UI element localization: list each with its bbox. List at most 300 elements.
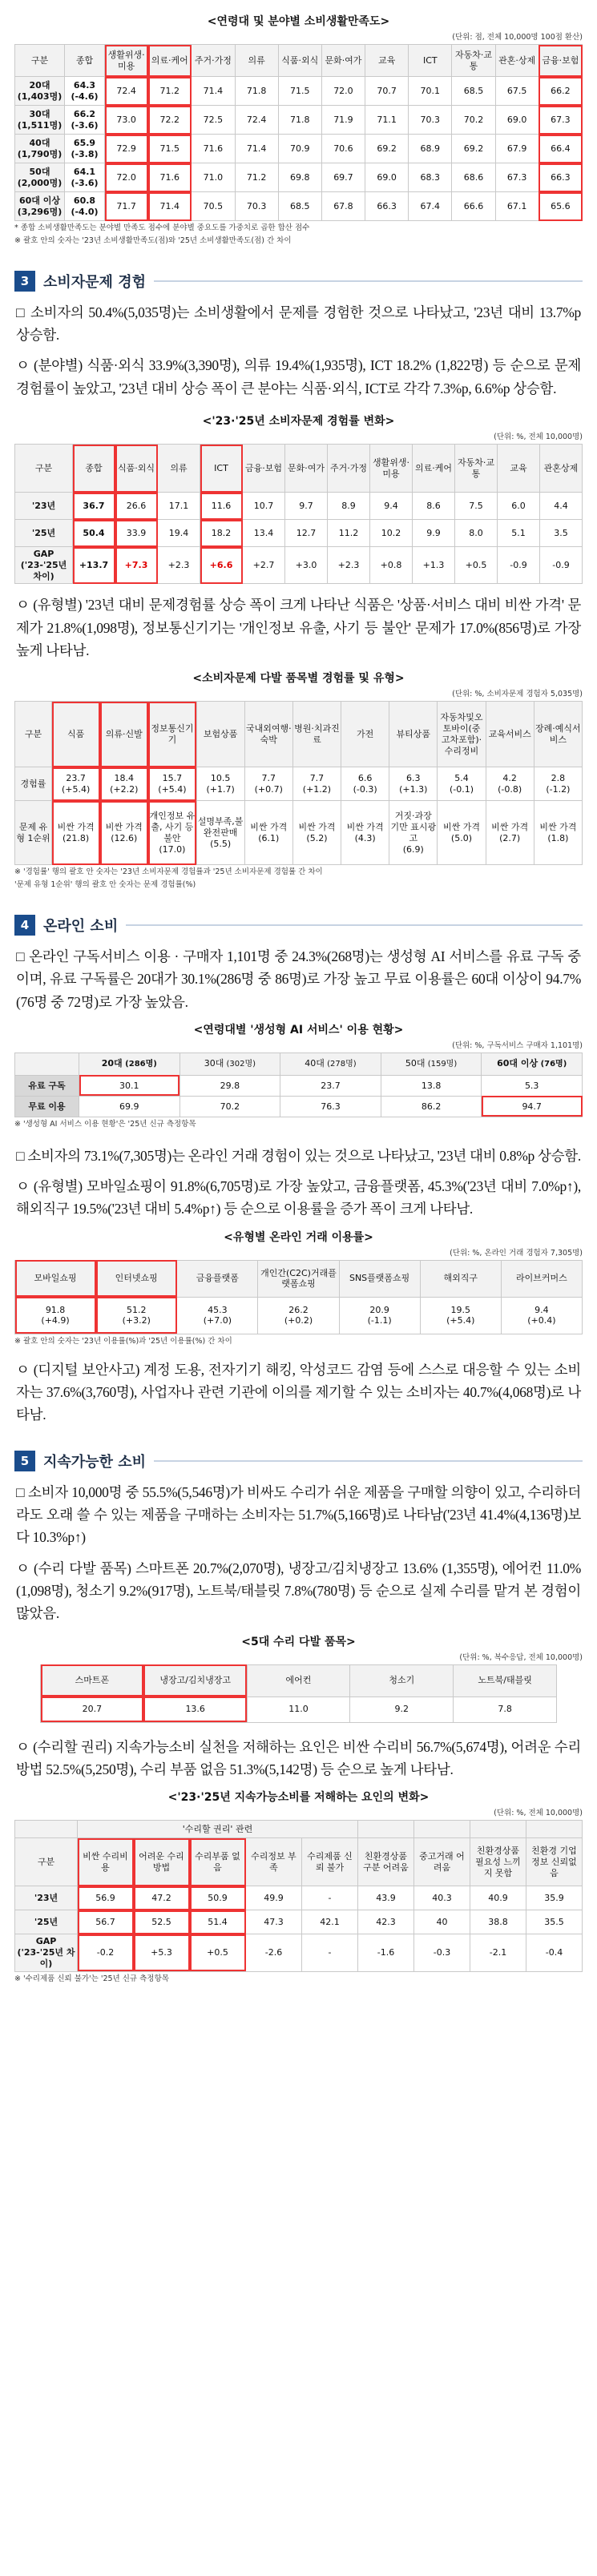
value-cell: 8.9 <box>328 493 370 520</box>
column-header: 60대 이상 (76명) <box>482 1053 583 1075</box>
divider <box>126 924 583 926</box>
value-cell: +2.7 <box>243 547 285 584</box>
column-header: 인터넷쇼핑 <box>96 1260 177 1297</box>
value-cell: 12.7 <box>285 520 328 547</box>
value-cell: 33.9 <box>115 520 158 547</box>
section-header <box>14 1449 583 1473</box>
column-header: 국내외여행·숙박 <box>244 702 292 767</box>
value-cell: +2.3 <box>158 547 200 584</box>
value-cell: 71.6 <box>192 135 235 163</box>
value-cell: 비싼 가격 (12.6) <box>100 801 148 865</box>
paragraph: □ 소비자의 50.4%(5,035명)는 소비생활에서 문제를 경험한 것으로 나타났고, '23년 대비 13.7%p 상승함. <box>16 304 581 343</box>
value-cell: 68.3 <box>409 163 452 192</box>
value-cell: 23.7 <box>280 1075 381 1096</box>
value-cell: 69.2 <box>365 135 409 163</box>
paragraph: ㅇ (디지털 보안사고) 계정 도용, 전자기기 해킹, 악성코드 감염 등에 스스로 대응할 수 있는 소비자는 37.6%(3,760명), 사업자나 관련 기관에 이의를 제기할 수 있는 소비자는 40.7%(4,068명)로 나타남. <box>16 1361 581 1423</box>
th: 문화·여가 <box>321 45 365 77</box>
column-header: 정보통신기기 <box>148 702 196 767</box>
row-label: 경험률 <box>15 767 52 801</box>
value-cell: 71.5 <box>278 77 321 106</box>
value-cell: 4.4 <box>540 493 583 520</box>
value-cell: -0.3 <box>414 1934 470 1971</box>
table7-unit: (단위: %, 전체 10,000명) <box>494 1809 583 1818</box>
column-header: 식품·외식 <box>115 445 158 493</box>
value-cell: 9.4 <box>370 493 413 520</box>
column-header: 50대 (159명) <box>381 1053 482 1075</box>
total-cell: 65.9 (-3.8) <box>65 135 105 163</box>
row-label: 30대 (1,511명) <box>15 106 65 135</box>
value-cell: 9.2 <box>350 1697 454 1722</box>
value-cell: 67.3 <box>495 163 539 192</box>
column-header: 주거·가정 <box>328 445 370 493</box>
value-cell: 66.6 <box>452 192 495 221</box>
value-cell: 70.5 <box>192 192 235 221</box>
value-cell: 68.5 <box>278 192 321 221</box>
table4-note: ※ '생성형 AI 서비스 이용 현황'은 '25년 신규 측정항목 <box>14 1119 196 1129</box>
header-spacer <box>470 1821 526 1838</box>
value-cell: 23.7 (+5.4) <box>52 767 100 801</box>
column-header: 수리제품 신뢰 불가 <box>302 1838 358 1886</box>
table6-title: <5대 수리 다발 품목> <box>241 1635 356 1648</box>
th: 의류 <box>235 45 278 77</box>
row-label: '23년 <box>15 1886 78 1910</box>
value-cell: 7.5 <box>455 493 498 520</box>
column-header: 자동차·교통 <box>455 445 498 493</box>
divider <box>154 280 583 282</box>
value-cell: -0.4 <box>526 1934 583 1971</box>
th: 금융·보험 <box>539 45 582 77</box>
value-cell: 72.0 <box>105 163 148 192</box>
th: ICT <box>409 45 452 77</box>
value-cell: 38.8 <box>470 1910 526 1934</box>
table7-note: ※ '수리제품 신뢰 불가'는 '25년 신규 측정항목 <box>14 1974 169 1983</box>
column-header: 40대 (278명) <box>280 1053 381 1075</box>
value-cell: 42.1 <box>302 1910 358 1934</box>
value-cell: 47.3 <box>246 1910 302 1934</box>
value-cell: 70.2 <box>180 1096 280 1117</box>
value-cell: 15.7 (+5.4) <box>148 767 196 801</box>
value-cell: 69.0 <box>365 163 409 192</box>
value-cell: 73.0 <box>105 106 148 135</box>
value-cell: 72.5 <box>192 106 235 135</box>
value-cell: -2.1 <box>470 1934 526 1971</box>
value-cell: 67.4 <box>409 192 452 221</box>
th: 교육 <box>365 45 409 77</box>
table-row <box>15 163 583 192</box>
column-header: 식품 <box>52 702 100 767</box>
group-header: '수리할 권리' 관련 <box>78 1821 358 1838</box>
column-header: 장례·예식서비스 <box>534 702 582 767</box>
value-cell: 86.2 <box>381 1096 482 1117</box>
value-cell: 비싼 가격 (5.0) <box>438 801 486 865</box>
total-cell: 66.2 (-3.6) <box>65 106 105 135</box>
value-cell: -0.2 <box>78 1934 134 1971</box>
value-cell: 50.4 <box>73 520 115 547</box>
value-cell: 70.6 <box>321 135 365 163</box>
value-cell: 2.8 (-1.2) <box>534 767 582 801</box>
value-cell: 비싼 가격 (5.2) <box>292 801 341 865</box>
value-cell: 6.3 (+1.3) <box>389 767 438 801</box>
total-cell: 60.8 (-4.0) <box>65 192 105 221</box>
value-cell: - <box>302 1886 358 1910</box>
divider <box>154 1460 583 1462</box>
value-cell: -0.9 <box>540 547 583 584</box>
value-cell: 69.7 <box>321 163 365 192</box>
value-cell: 19.4 <box>158 520 200 547</box>
column-header: 구분 <box>15 1838 78 1886</box>
row-label: 유료 구독 <box>15 1075 79 1096</box>
table5-title: <유형별 온라인 거래 이용률> <box>224 1230 373 1244</box>
value-cell: 10.5 (+1.7) <box>196 767 244 801</box>
value-cell: 67.1 <box>495 192 539 221</box>
section-title: 소비자문제 경험 <box>43 273 146 291</box>
value-cell: 10.2 <box>370 520 413 547</box>
value-cell: 66.2 <box>539 77 582 106</box>
column-header: 냉장고/김치냉장고 <box>143 1664 247 1697</box>
value-cell: 9.7 <box>285 493 328 520</box>
value-cell: 35.9 <box>526 1886 583 1910</box>
problem-experience-table <box>14 444 583 584</box>
value-cell: 5.4 (-0.1) <box>438 767 486 801</box>
value-cell: 26.6 <box>115 493 158 520</box>
value-cell: 18.2 <box>200 520 243 547</box>
value-cell: 5.3 <box>482 1075 583 1096</box>
value-cell: 69.8 <box>278 163 321 192</box>
value-cell: 72.0 <box>321 77 365 106</box>
paragraph: □ 소비자의 73.1%(7,305명)는 온라인 거래 경험이 있는 것으로 나타났고, '23년 대비 0.8%p 상승함. <box>16 1147 581 1164</box>
column-header: 의류 <box>158 445 200 493</box>
value-cell: 71.6 <box>148 163 192 192</box>
value-cell: 67.3 <box>539 106 582 135</box>
value-cell: +5.3 <box>134 1934 190 1971</box>
column-header: 보험상품 <box>196 702 244 767</box>
row-label: '25년 <box>15 520 73 547</box>
value-cell: 비싼 가격 (6.1) <box>244 801 292 865</box>
row-label: 40대 (1,790명) <box>15 135 65 163</box>
value-cell: 6.6 (-0.3) <box>341 767 389 801</box>
value-cell: - <box>302 1934 358 1971</box>
value-cell: +0.5 <box>455 547 498 584</box>
table7-title: <'23·'25년 지속가능소비를 저해하는 요인의 변화> <box>167 1791 430 1805</box>
value-cell: 40 <box>414 1910 470 1934</box>
column-header: 문화·여가 <box>285 445 328 493</box>
column-header: 가전 <box>341 702 389 767</box>
row-label: 20대 (1,403명) <box>15 77 65 106</box>
section-header <box>14 913 583 937</box>
value-cell: 71.5 <box>148 135 192 163</box>
section-number: 5 <box>14 1451 35 1471</box>
value-cell: 51.4 <box>190 1910 246 1934</box>
ai-service-table <box>14 1053 583 1117</box>
column-count: (76명) <box>538 1060 567 1069</box>
value-cell: +0.8 <box>370 547 413 584</box>
value-cell: 67.8 <box>321 192 365 221</box>
value-cell: 13.4 <box>243 520 285 547</box>
paragraph: ㅇ (분야별) 식품·외식 33.9%(3,390명), 의류 19.4%(1,935명), ICT 18.2% (1,822명) 등 순으로 문제 경험률이 높았고, '23년 대비 상승 폭이 큰 분야는 식품·외식, ICT로 각각 7.3%p, 6.6%p 상승함. <box>16 357 581 396</box>
value-cell: 49.9 <box>246 1886 302 1910</box>
column-header: 교육서비스 <box>486 702 534 767</box>
value-cell: 설명부족,불완전판매 (5.5) <box>196 801 244 865</box>
satisfaction-table <box>14 44 583 221</box>
value-cell: 47.2 <box>134 1886 190 1910</box>
section-header <box>14 269 583 293</box>
column-header <box>15 1053 79 1075</box>
paragraph: □ 온라인 구독서비스 이용 · 구매자 1,101명 중 24.3%(268명)는 생성형 AI 서비스를 유료 구독 중이며, 유료 구독률은 20대가 30.1%(286명 중 86명)로 가장 높고 무료 이용률은 60대 이상이 94.7%(76명 중 72명)로 가장 높았음. <box>16 948 581 1010</box>
value-cell: 71.4 <box>192 77 235 106</box>
value-cell: 4.2 (-0.8) <box>486 767 534 801</box>
value-cell: 70.3 <box>409 106 452 135</box>
value-cell: 5.1 <box>498 520 540 547</box>
table5-note: ※ 괄호 안의 숫자는 '23년 이용률(%)과 '25년 이용률(%) 간 차이 <box>14 1336 232 1346</box>
column-header: 중고거래 어려움 <box>414 1838 470 1886</box>
value-cell: 18.4 (+2.2) <box>100 767 148 801</box>
th: 관혼·상제 <box>495 45 539 77</box>
column-header: 교육 <box>498 445 540 493</box>
value-cell: +0.5 <box>190 1934 246 1971</box>
column-header: 에어컨 <box>247 1664 350 1697</box>
table3-unit: (단위: %, 소비자문제 경험자 5,035명) <box>452 690 583 699</box>
value-cell: 40.3 <box>414 1886 470 1910</box>
column-count: (159명) <box>425 1060 458 1069</box>
section-title: 지속가능한 소비 <box>43 1453 146 1471</box>
value-cell: 68.5 <box>452 77 495 106</box>
value-cell: 91.8 (+4.9) <box>15 1297 96 1334</box>
value-cell: 69.2 <box>452 135 495 163</box>
value-cell: 68.6 <box>452 163 495 192</box>
value-cell: 개인정보 유출, 사기 등 불안 (17.0) <box>148 801 196 865</box>
table1-note2: ※ 괄호 안의 숫자는 '23년 소비생활만족도(점)와 '25년 소비생활만족도(점) 간 차이 <box>14 235 292 245</box>
value-cell: 11.0 <box>247 1697 350 1722</box>
value-cell: 70.1 <box>409 77 452 106</box>
table-row <box>15 77 583 106</box>
table2-title: <'23·'25년 소비자문제 경험률 변화> <box>202 415 395 428</box>
column-header: 친환경상품 구분 어려움 <box>358 1838 414 1886</box>
column-header: 구분 <box>15 702 52 767</box>
table-row <box>15 1910 583 1934</box>
row-label: '25년 <box>15 1910 78 1934</box>
total-cell: 64.1 (-3.6) <box>65 163 105 192</box>
column-header: 생활위생·미용 <box>370 445 413 493</box>
value-cell: 71.2 <box>148 77 192 106</box>
value-cell: 71.7 <box>105 192 148 221</box>
column-header: 병원·치과진료 <box>292 702 341 767</box>
value-cell: 17.1 <box>158 493 200 520</box>
table-row <box>15 1934 583 1971</box>
section-title: 온라인 소비 <box>43 917 119 935</box>
column-header: 모바일쇼핑 <box>15 1260 96 1297</box>
value-cell: -1.6 <box>358 1934 414 1971</box>
value-cell: 70.2 <box>452 106 495 135</box>
column-header: 구분 <box>15 445 73 493</box>
paragraph: □ 소비자 10,000명 중 55.5%(5,546명)가 비싸도 수리가 쉬운 제품을 구매할 의향이 있고, 수리하더라도 오래 쓸 수 있는 제품을 구매하는 소비자는 51.7%(5,166명)로 나타남('23년 41.4%(4,136명)보다 10.3%p↑) <box>16 1483 581 1546</box>
column-header: 금융플랫폼 <box>177 1260 258 1297</box>
value-cell: 11.2 <box>328 520 370 547</box>
row-label: '23년 <box>15 493 73 520</box>
paragraph: ㅇ (유형별) '23년 대비 문제경험률 상승 폭이 크게 나타난 식품은 '상품·서비스 대비 비싼 가격' 문제가 21.8%(1,098명), 정보통신기기는 '개인정보 유출, 사기 등 불안' 문제가 17.0%(856명)로 가장 높게 나타남. <box>16 597 581 658</box>
table-row <box>15 520 583 547</box>
column-header: 친환경 기업 정보 신뢰없음 <box>526 1838 583 1886</box>
value-cell: 42.3 <box>358 1910 414 1934</box>
value-cell: 3.5 <box>540 520 583 547</box>
value-cell: 비싼 가격 (4.3) <box>341 801 389 865</box>
row-label: 무료 이용 <box>15 1096 79 1117</box>
th: 의료·케어 <box>148 45 192 77</box>
table4-unit: (단위: %, 구독서비스 구매자 1,101명) <box>452 1040 583 1050</box>
column-count: (278명) <box>324 1060 357 1069</box>
problem-items-table <box>14 701 583 865</box>
column-header: 라이브커머스 <box>501 1260 582 1297</box>
value-cell: 67.5 <box>495 77 539 106</box>
value-cell: 비싼 가격 (2.7) <box>486 801 534 865</box>
value-cell: 71.8 <box>235 77 278 106</box>
header-spacer <box>15 1821 78 1838</box>
value-cell: 8.0 <box>455 520 498 547</box>
value-cell: 72.4 <box>105 77 148 106</box>
value-cell: 94.7 <box>482 1096 583 1117</box>
value-cell: 67.9 <box>495 135 539 163</box>
value-cell: +6.6 <box>200 547 243 584</box>
value-cell: +7.3 <box>115 547 158 584</box>
value-cell: 19.5 (+5.4) <box>420 1297 501 1334</box>
column-header: 의류·신발 <box>100 702 148 767</box>
value-cell: -0.9 <box>498 547 540 584</box>
row-label: 문제 유형 1순위 <box>15 801 52 865</box>
value-cell: 35.5 <box>526 1910 583 1934</box>
value-cell: 10.7 <box>243 493 285 520</box>
value-cell: 69.0 <box>495 106 539 135</box>
column-header: 노트북/태블릿 <box>454 1664 557 1697</box>
row-label: GAP ('23-'25년 차이) <box>15 1934 78 1971</box>
table-row <box>15 493 583 520</box>
table2-unit: (단위: %, 전체 10,000명) <box>494 433 583 441</box>
value-cell: 9.4 (+0.4) <box>501 1297 582 1334</box>
value-cell: 26.2 (+0.2) <box>258 1297 339 1334</box>
paragraph: ㅇ (수리 다발 품목) 스마트폰 20.7%(2,070명), 냉장고/김치냉장고 13.6% (1,355명), 에어컨 11.0%(1,098명), 청소기 9.2%(917명), 노트북/태블릿 7.8%(780명) 등 순으로 실제 수리를 맡겨 본 경험이 많았음. <box>16 1560 581 1622</box>
value-cell: 7.7 (+1.2) <box>292 767 341 801</box>
value-cell: 11.6 <box>200 493 243 520</box>
column-count: (286명) <box>122 1060 157 1069</box>
table-row <box>15 547 583 584</box>
value-cell: 7.8 <box>454 1697 557 1722</box>
value-cell: +13.7 <box>73 547 115 584</box>
value-cell: 56.9 <box>78 1886 134 1910</box>
table-row <box>15 1886 583 1910</box>
table5-unit: (단위: %, 온라인 거래 경험자 7,305명) <box>450 1248 583 1258</box>
column-header: 해외직구 <box>420 1260 501 1297</box>
value-cell: 45.3 (+7.0) <box>177 1297 258 1334</box>
value-cell: 70.9 <box>278 135 321 163</box>
table1-unit: (단위: 점, 전체 10,000명 100점 환산) <box>452 33 583 42</box>
value-cell: +3.0 <box>285 547 328 584</box>
table6-unit: (단위: %, 복수응답, 전체 10,000명) <box>459 1652 583 1662</box>
column-header: 의료·케어 <box>413 445 455 493</box>
column-header: 종합 <box>73 445 115 493</box>
value-cell: 71.1 <box>365 106 409 135</box>
column-header: 자동차및오토바이(중고차포함)·수리정비 <box>438 702 486 767</box>
th: 자동차·교통 <box>452 45 495 77</box>
row-label: 60대 이상 (3,296명) <box>15 192 65 221</box>
value-cell: 거짓·과장 기만 표시광고 (6.9) <box>389 801 438 865</box>
value-cell: 68.9 <box>409 135 452 163</box>
value-cell: 70.7 <box>365 77 409 106</box>
column-header: 비싼 수리비용 <box>78 1838 134 1886</box>
section-number: 4 <box>14 915 35 936</box>
th: 주거·가정 <box>192 45 235 77</box>
online-usage-table <box>14 1260 583 1334</box>
value-cell: 36.7 <box>73 493 115 520</box>
table-row <box>15 192 583 221</box>
table-row <box>15 1075 583 1096</box>
column-header: 관혼상제 <box>540 445 583 493</box>
value-cell: 72.9 <box>105 135 148 163</box>
header-spacer <box>526 1821 583 1838</box>
th: 구분 <box>15 45 65 77</box>
value-cell: 20.7 <box>41 1697 144 1722</box>
value-cell: 29.8 <box>180 1075 280 1096</box>
value-cell: 51.2 (+3.2) <box>96 1297 177 1334</box>
column-header: 친환경상품 필요성 느끼지 못함 <box>470 1838 526 1886</box>
column-header: 청소기 <box>350 1664 454 1697</box>
value-cell: 72.4 <box>235 106 278 135</box>
table-row <box>15 135 583 163</box>
column-header: 수리부품 없음 <box>190 1838 246 1886</box>
value-cell: 69.9 <box>79 1096 180 1117</box>
value-cell: 65.6 <box>539 192 582 221</box>
value-cell: 13.8 <box>381 1075 482 1096</box>
value-cell: 52.5 <box>134 1910 190 1934</box>
th: 식품·외식 <box>278 45 321 77</box>
table-row <box>15 106 583 135</box>
column-header: 수리정보 부족 <box>246 1838 302 1886</box>
value-cell: 비싼 가격 (1.8) <box>534 801 582 865</box>
value-cell: 76.3 <box>280 1096 381 1117</box>
value-cell: -2.6 <box>246 1934 302 1971</box>
paragraph: ㅇ (수리할 권리) 지속가능소비 실천을 저해하는 요인은 비싼 수리비 56.7%(5,674명), 어려운 수리 방법 52.5%(5,250명), 수리 부품 없음 51.3%(5,142명) 등 순으로 높게 나타남. <box>16 1738 581 1778</box>
value-cell: 72.2 <box>148 106 192 135</box>
value-cell: 9.9 <box>413 520 455 547</box>
value-cell: 13.6 <box>143 1697 247 1722</box>
value-cell: 43.9 <box>358 1886 414 1910</box>
value-cell: +2.3 <box>328 547 370 584</box>
value-cell: 40.9 <box>470 1886 526 1910</box>
row-label: GAP ('23-'25년 차이) <box>15 547 73 584</box>
column-header: ICT <box>200 445 243 493</box>
value-cell: 71.8 <box>278 106 321 135</box>
column-header: 20대 (286명) <box>79 1053 180 1075</box>
value-cell: 71.0 <box>192 163 235 192</box>
header-spacer <box>358 1821 414 1838</box>
header-spacer <box>414 1821 470 1838</box>
column-header: 금융·보험 <box>243 445 285 493</box>
value-cell: 71.2 <box>235 163 278 192</box>
value-cell: 71.4 <box>235 135 278 163</box>
paragraph: ㅇ (유형별) 모바일쇼핑이 91.8%(6,705명)로 가장 높았고, 금융플랫폼, 45.3%('23년 대비 7.0%p↑), 해외직구 19.5%('23년 대비 5.4%p↑) 등 순으로 이용률을 증가 폭이 크게 나타남. <box>16 1178 581 1218</box>
value-cell: 71.4 <box>148 192 192 221</box>
section-number: 3 <box>14 271 35 292</box>
value-cell: 8.6 <box>413 493 455 520</box>
value-cell: +1.3 <box>413 547 455 584</box>
table3-note2: '문제 유형 1순위' 행의 괄호 안 숫자는 문제 경험률(%) <box>14 880 196 890</box>
value-cell: 71.9 <box>321 106 365 135</box>
column-header: 30대 (302명) <box>180 1053 280 1075</box>
value-cell: 66.4 <box>539 135 582 163</box>
column-count: (302명) <box>224 1060 256 1069</box>
value-cell: 70.3 <box>235 192 278 221</box>
value-cell: 20.9 (-1.1) <box>339 1297 420 1334</box>
value-cell: 66.3 <box>539 163 582 192</box>
value-cell: 56.7 <box>78 1910 134 1934</box>
column-header: 뷰티상품 <box>389 702 438 767</box>
